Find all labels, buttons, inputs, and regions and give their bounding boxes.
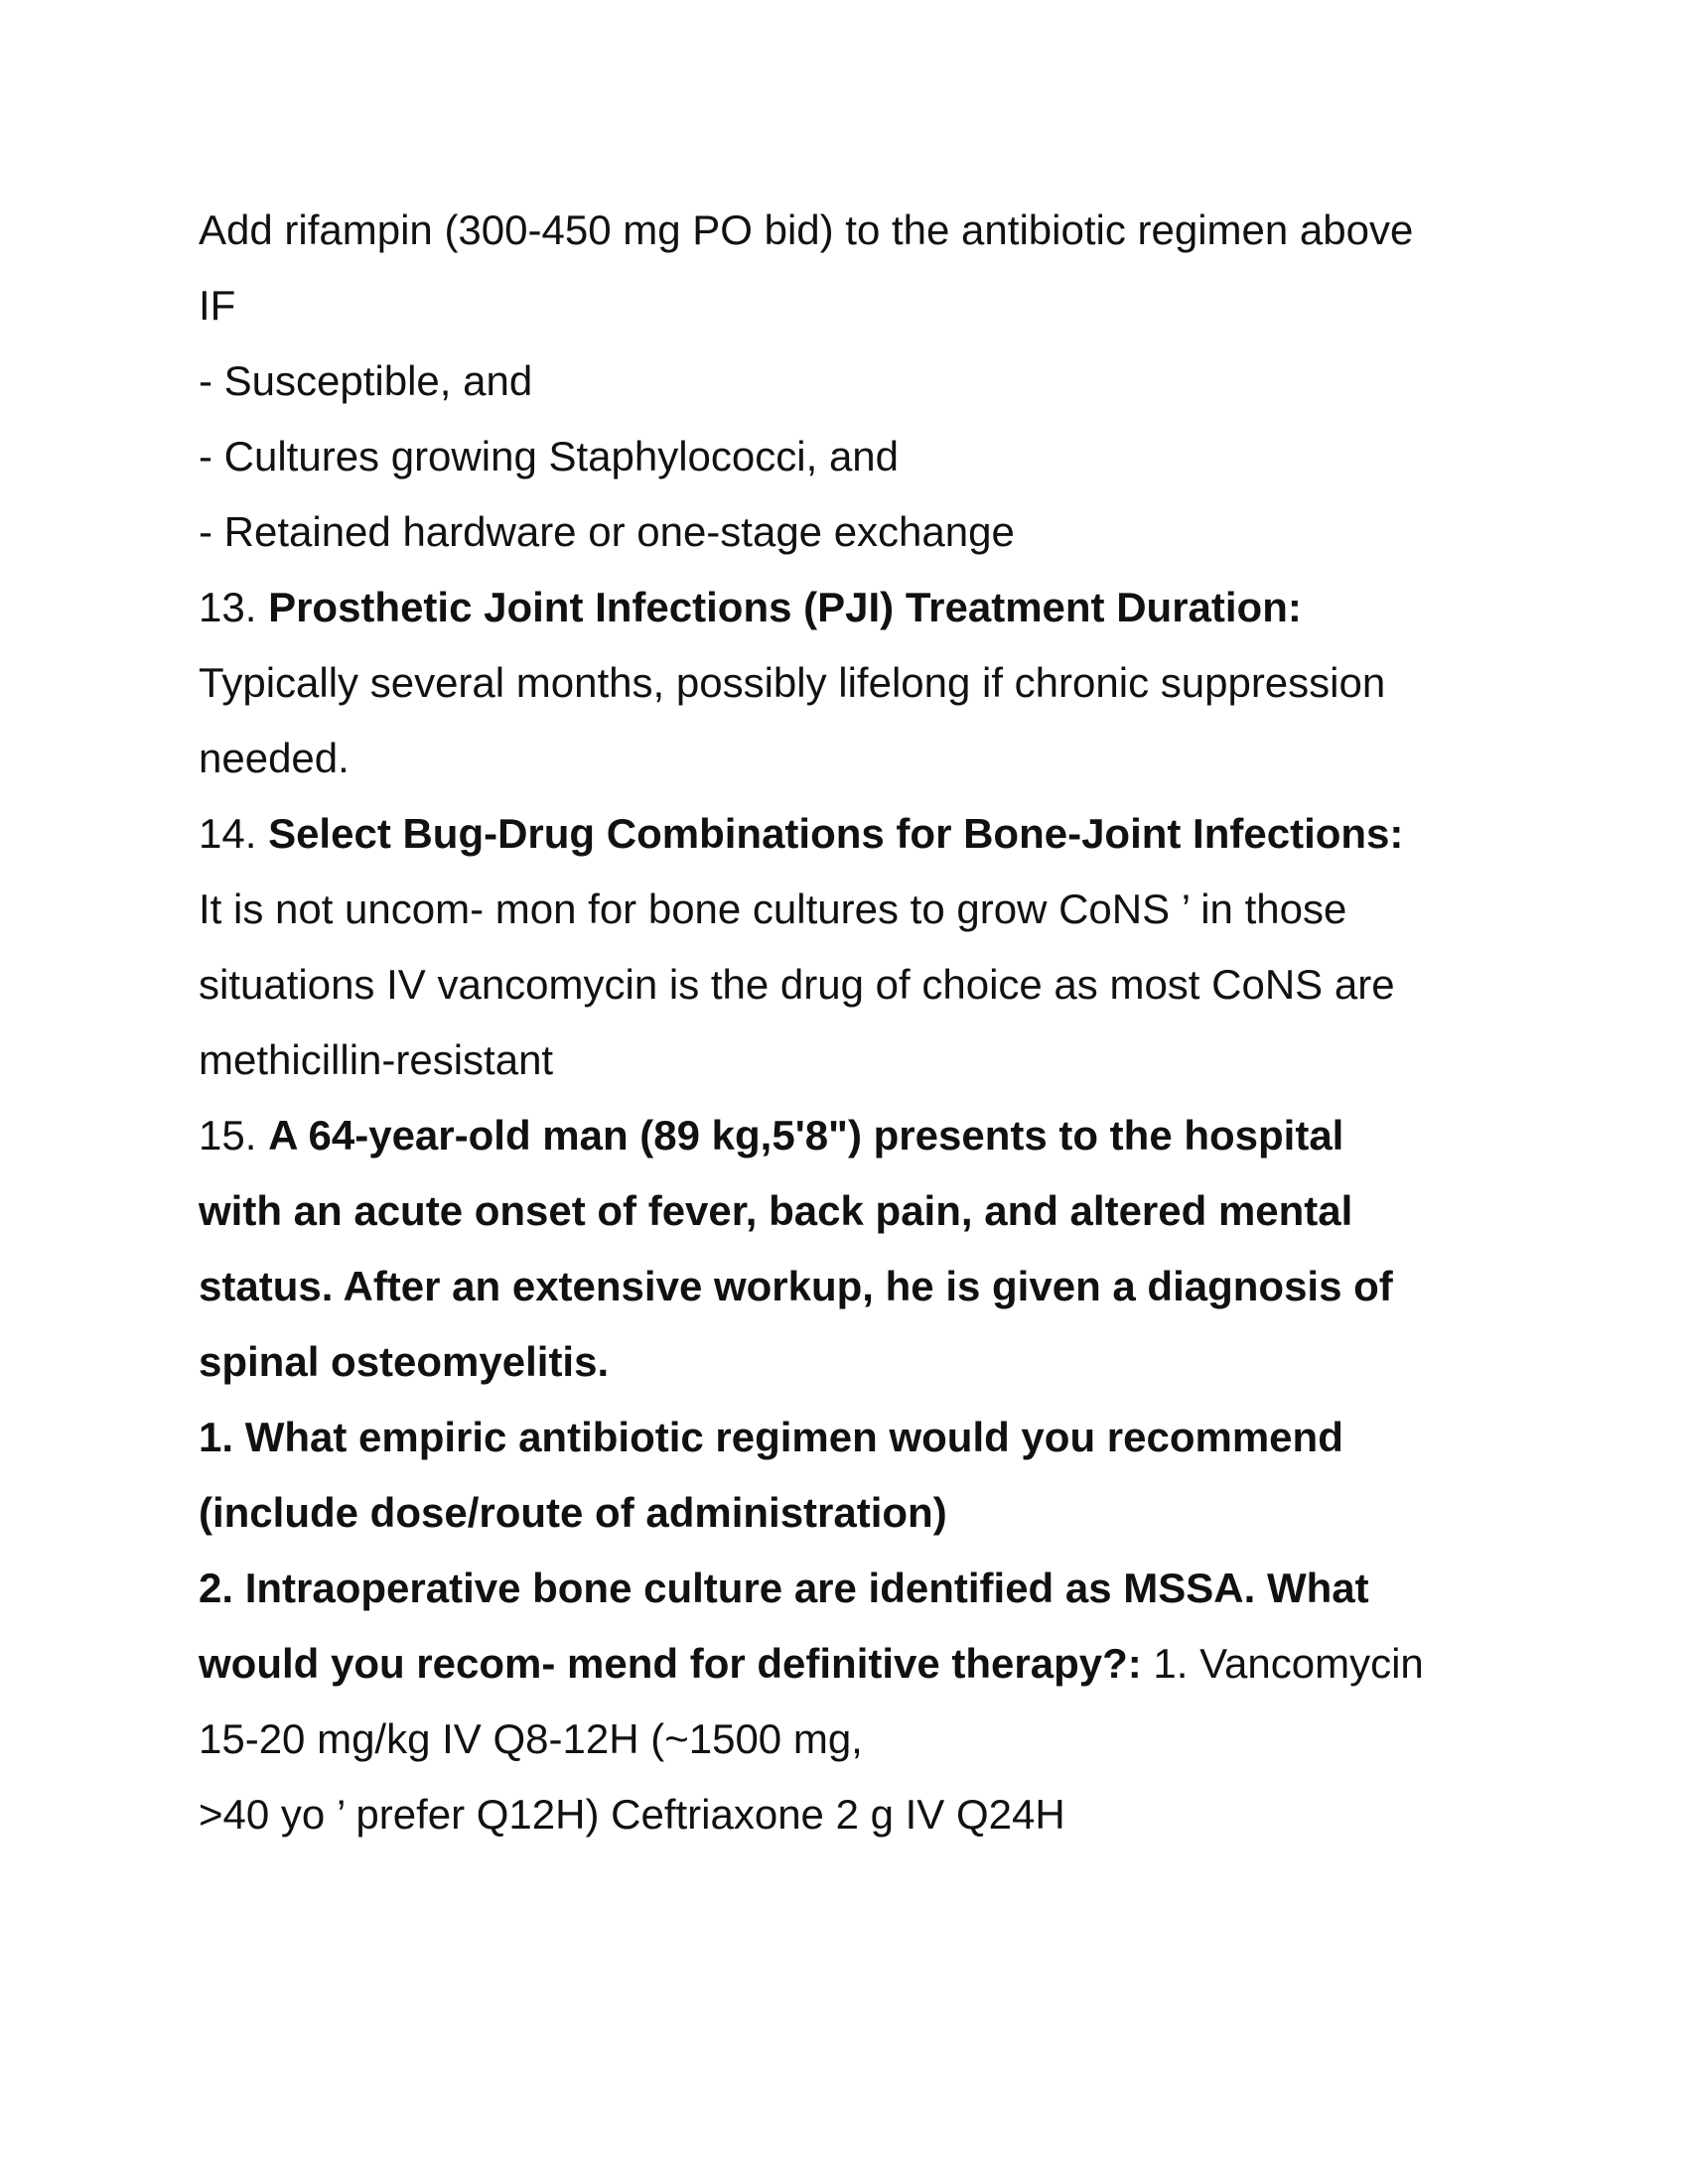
item-15-case-text: with an acute onset of fever, back pain, and altered mental	[199, 1187, 1353, 1234]
item-15-case-line	[199, 1098, 1509, 1173]
item-15-case-line	[199, 1173, 1509, 1249]
answer-line: >40 yo ’ prefer Q12H) Ceftriaxone 2 g IV Q24H	[199, 1791, 1065, 1838]
answer-text: 1. Vancomycin	[1141, 1640, 1424, 1687]
item-15-number: 15.	[199, 1112, 257, 1159]
item-14-heading: Select Bug-Drug Combinations for Bone-Joint Infections:	[268, 810, 1404, 857]
question-1-line	[199, 1475, 1509, 1551]
document-page	[199, 193, 1509, 1852]
item-13-heading: Prosthetic Joint Infections (PJI) Treatment Duration:	[268, 584, 1302, 630]
item-13-body: needed.	[199, 735, 350, 781]
question-1-text: 1. What empiric antibiotic regimen would you recommend	[199, 1414, 1343, 1460]
item-13-number: 13.	[199, 584, 257, 630]
criteria-item: - Susceptible, and	[199, 357, 533, 404]
answer-line: 15-20 mg/kg IV Q8-12H (~1500 mg,	[199, 1715, 863, 1762]
item-15-case-line	[199, 1249, 1509, 1324]
item-14-body: methicillin-resistant	[199, 1036, 554, 1083]
item-15-case-line	[199, 1324, 1509, 1400]
question-2-line	[199, 1551, 1509, 1626]
rifampin-intro: Add rifampin (300-450 mg PO bid) to the antibiotic regimen above	[199, 206, 1414, 253]
question-2-text: 2. Intraoperative bone culture are identified as MSSA. What	[199, 1565, 1369, 1611]
item-14-body: It is not uncom- mon for bone cultures to grow CoNS ’ in those	[199, 886, 1347, 932]
item-13-heading-line	[199, 570, 1509, 645]
item-14-heading-line	[199, 796, 1509, 872]
item-13-body: Typically several months, possibly lifelong if chronic suppression	[199, 659, 1386, 706]
item-14-body: situations IV vancomycin is the drug of choice as most CoNS are	[199, 961, 1395, 1008]
criteria-item: - Cultures growing Staphylococci, and	[199, 433, 900, 479]
criteria-item: - Retained hardware or one-stage exchange	[199, 508, 1015, 555]
item-15-case-text: status. After an extensive workup, he is given a diagnosis of	[199, 1263, 1393, 1309]
question-2-line	[199, 1626, 1509, 1702]
question-2-text: would you recom- mend for definitive therapy?:	[199, 1640, 1142, 1687]
item-15-case-text: A 64-year-old man (89 kg,5'8") presents to the hospital	[268, 1112, 1344, 1159]
question-1-line	[199, 1400, 1509, 1475]
item-14-number: 14.	[199, 810, 257, 857]
rifampin-condition: IF	[199, 282, 236, 329]
question-1-text: (include dose/route of administration)	[199, 1489, 947, 1536]
item-15-case-text: spinal osteomyelitis.	[199, 1338, 610, 1385]
